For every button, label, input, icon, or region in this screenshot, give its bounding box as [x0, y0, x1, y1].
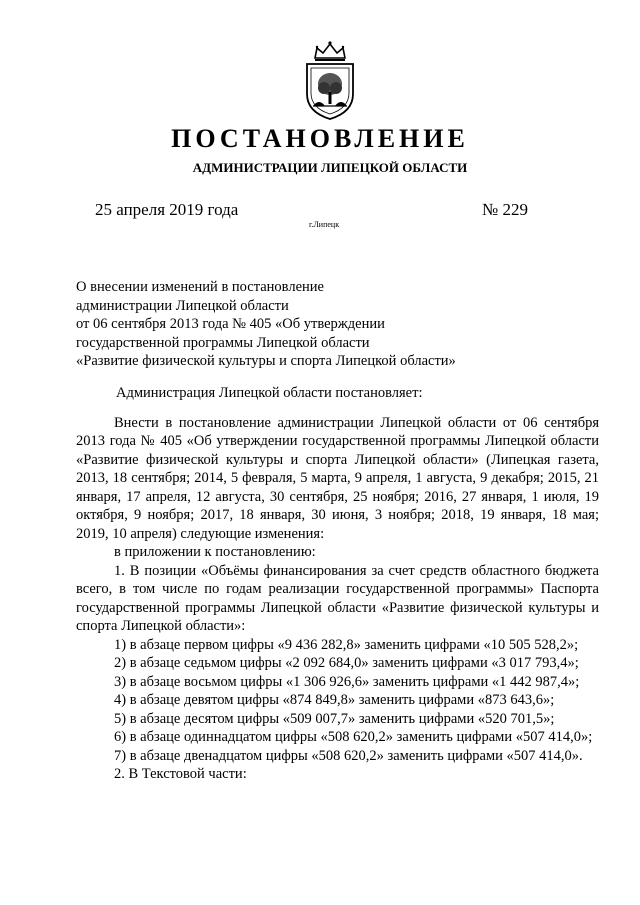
document-title: ПОСТАНОВЛЕНИЕ [171, 124, 469, 153]
subitem-1: 1) в абзаце первом цифры «9 436 282,8» заменить цифрами «10 505 528,2»; [114, 636, 579, 653]
subitem-2: 2) в абзаце седьмом цифры «2 092 684,0» заменить цифрами «3 017 793,4»; [114, 655, 579, 671]
intro-paragraph: Внести в постановление администрации Липецкой области от 06 сентября 2013 года № 405 «Об утверждении государственной программы Липецкой области «Развитие физической культуры и спорта Липецкой области» (Липецкая газета, 2013, 18 сентября; 2014, 5 февраля, 5 марта, 9 апреля, 1 августа, 9 декабря; 2015, 21 января, 17 апреля, 12 августа, 30 сентября, 25 ноября; 2016, 27 января, 1 июля, 19 октября, 9 ноября; 2017, 18 января, 30 июня, 3 ноября; 2018, 19 января, 18 мая; 2019, 10 апреля) следующие изменения: [76, 414, 599, 542]
annex-paragraph: в приложении к постановлению: [114, 544, 316, 560]
subitem-6: 6) в абзаце одиннадцатом цифры «508 620,2» заменить цифрами «507 414,0»; [114, 729, 593, 745]
document-number: № 229 [482, 200, 528, 219]
subitem-5: 5) в абзаце десятом цифры «509 007,7» заменить цифрами «520 701,5»; [114, 710, 555, 727]
document-city: г.Липецк [309, 220, 340, 229]
subitem-4: 4) в абзаце девятом цифры «874 849,8» заменить цифрами «873 643,6»; [114, 692, 555, 708]
subitem-7: 7) в абзаце двенадцатом цифры «508 620,2» заменить цифрами «507 414,0». [114, 747, 583, 764]
document-subject [76, 278, 546, 371]
decree-statement: Администрация Липецкой области постановляет: [116, 385, 423, 401]
subject-line: от 06 сентября 2013 года № 405 «Об утверждении [76, 316, 385, 332]
subject-line: администрации Липецкой области [76, 297, 289, 314]
subitem-3: 3) в абзаце восьмом цифры «1 306 926,6» заменить цифрами «1 442 987,4»; [114, 673, 580, 690]
document-body [76, 384, 599, 784]
subject-line: государственной программы Липецкой области [76, 334, 370, 351]
document-subtitle: АДМИНИСТРАЦИИ ЛИПЕЦКОЙ ОБЛАСТИ [192, 160, 468, 175]
subject-line: «Развитие физической культуры и спорта Липецкой области» [76, 353, 456, 369]
coat-of-arms-icon [299, 40, 361, 122]
item-2-paragraph: 2. В Текстовой части: [114, 766, 247, 782]
subject-line: О внесении изменений в постановление [76, 279, 324, 295]
document-date: 25 апреля 2019 года [95, 200, 239, 219]
item-1-paragraph: 1. В позиции «Объёмы финансирования за счет средств областного бюджета всего, в том числе по годам реализации государственной программы» Паспорта государственной программы Липецкой области «Развитие физической культуры и спорта Липецкой области»: [76, 562, 599, 634]
